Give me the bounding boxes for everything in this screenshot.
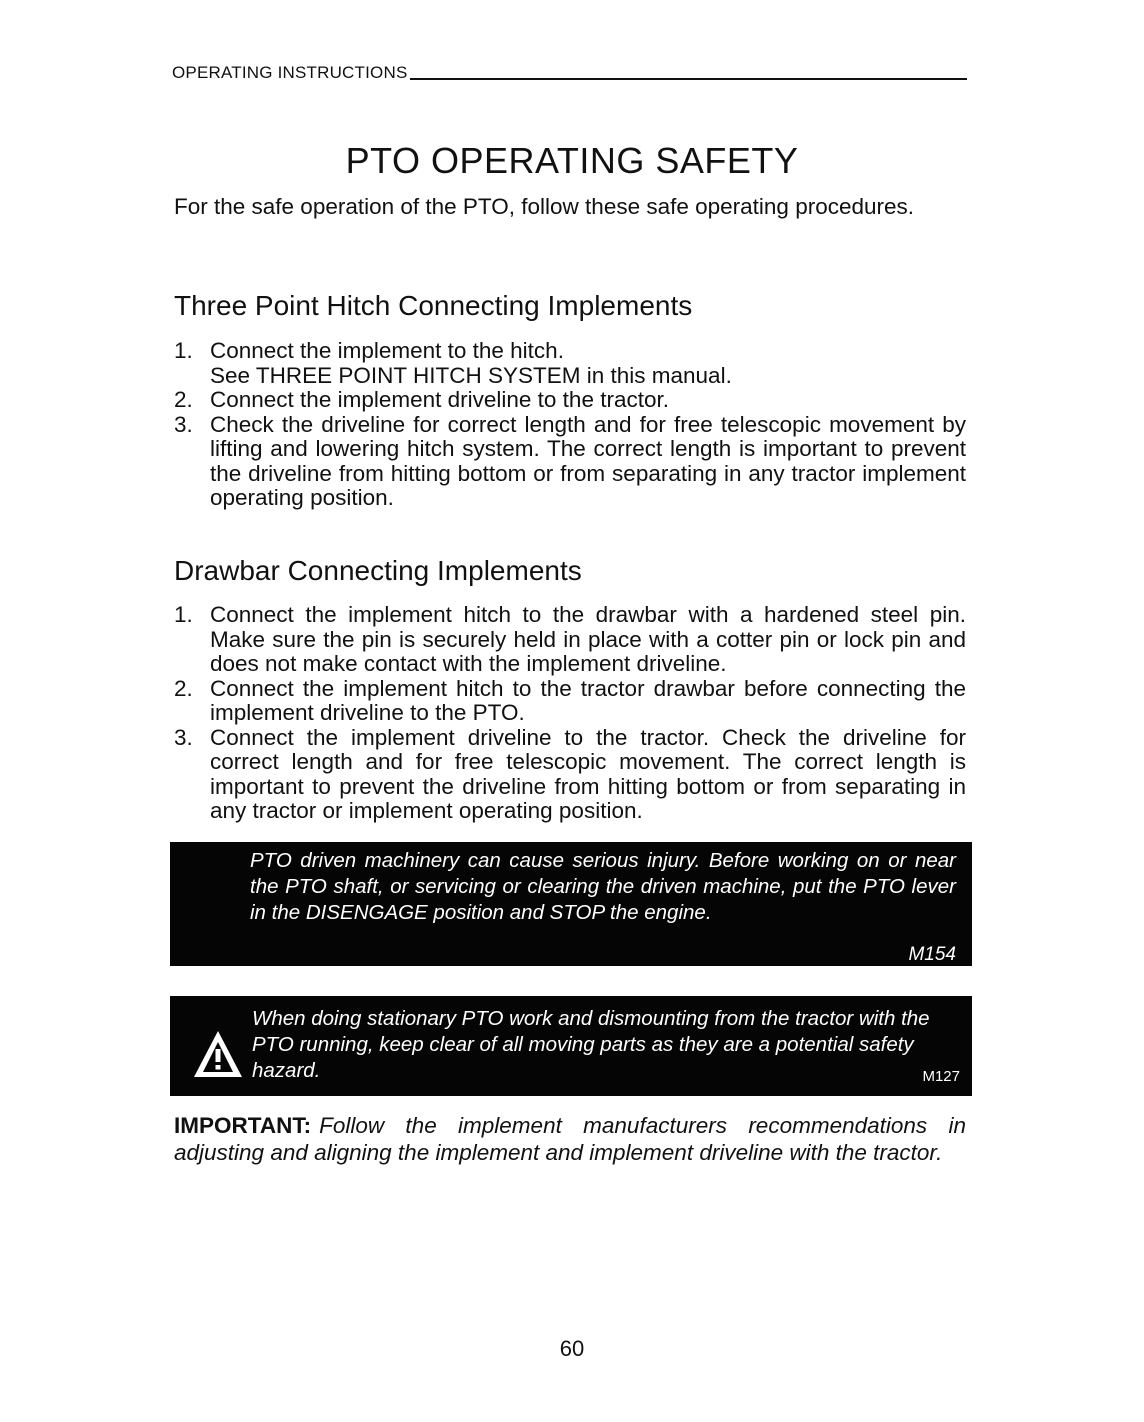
step-number: 2. [174, 387, 193, 412]
step-number: 3. [174, 724, 193, 750]
drawbar-heading: Drawbar Connecting Implements [174, 555, 582, 586]
list-item [174, 339, 966, 388]
warning-text: PTO driven machinery can cause serious injury. Before working on or near the PTO shaft, or servicing or clearing the driven machine, put the PTO lever in the DISENGAGE position and STOP the engine. [250, 849, 956, 924]
step-text: Check the driveline for correct length and for free telescopic movement by lifting and lowering hitch system. The correct length is important to prevent the driveline from hitting bottom or from separating in any tractor implement operating position. [210, 411, 966, 510]
list-item [174, 603, 966, 677]
page-number: 60 [559, 1336, 585, 1361]
three-point-heading: Three Point Hitch Connecting Implements [174, 290, 693, 321]
step-number: 1. [174, 338, 193, 363]
warning-triangle-icon [192, 1028, 244, 1080]
important-note [174, 1112, 966, 1166]
step-text: Connect the implement to the hitch. [210, 338, 564, 363]
warning-box-pto-machinery [170, 842, 972, 966]
warning-text: When doing stationary PTO work and dismounting from the tractor with the PTO running, keep clear of all moving parts as they are a potential safety hazard. [252, 1007, 930, 1082]
important-text: Follow the implement manufacturers recommendations in adjusting and aligning the implement and implement driveline with the tractor. [174, 1113, 966, 1165]
page-title: PTO OPERATING SAFETY [345, 140, 799, 181]
warning-code: M154 [908, 944, 956, 965]
step-text: Connect the implement driveline to the tractor. Check the driveline for correct length and for free telescopic movement. The correct length is important to prevent the driveline from hitting bottom or from separating in any tractor or implement operating position. [210, 724, 966, 823]
step-number: 1. [174, 602, 193, 627]
three-point-steps [174, 339, 966, 511]
list-item [174, 677, 966, 726]
running-header [172, 61, 967, 83]
list-item [174, 388, 966, 413]
intro-paragraph: For the safe operation of the PTO, follow these safe operating procedures. [174, 194, 915, 219]
warning-code: M127 [922, 1068, 960, 1085]
step-text: Connect the implement hitch to the drawbar with a hardened steel pin. Make sure the pin is securely held in place with a cotter pin or lock pin and does not make contact with the implement driveline. [210, 602, 966, 676]
drawbar-steps [174, 603, 966, 824]
step-text: Connect the implement driveline to the tractor. [210, 387, 669, 412]
step-number: 2. [174, 675, 193, 701]
step-text: Connect the implement hitch to the tractor drawbar before connecting the implement driveline to the PTO. [210, 675, 966, 725]
important-label: IMPORTANT: [174, 1113, 312, 1138]
list-item [174, 413, 966, 511]
list-item [174, 726, 966, 824]
warning-box-stationary-pto [170, 996, 972, 1096]
section-label: OPERATING INSTRUCTIONS [172, 63, 408, 82]
step-reference: See THREE POINT HITCH SYSTEM in this manual. [210, 362, 732, 388]
header-rule [410, 78, 968, 80]
step-number: 3. [174, 411, 193, 437]
